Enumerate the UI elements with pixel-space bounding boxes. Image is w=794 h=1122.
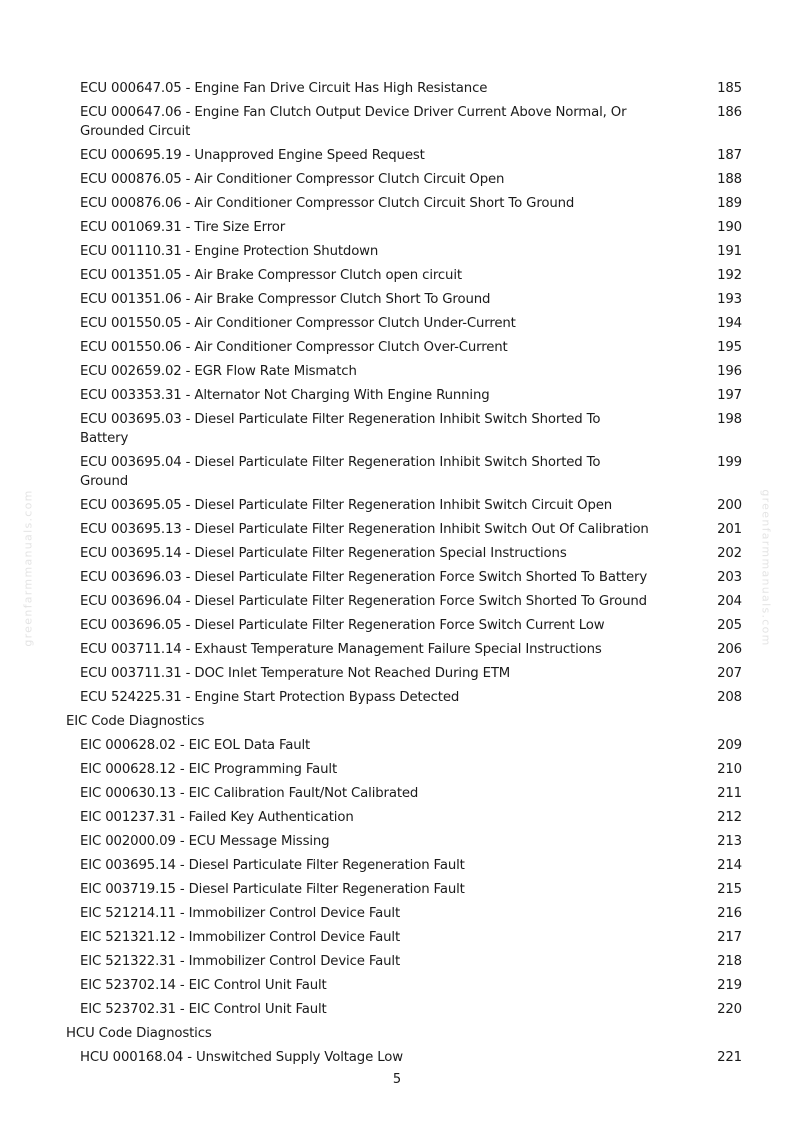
toc-entry-title: ECU 003696.03 - Diesel Particulate Filter Regeneration Force Switch Shorted To Battery: [80, 569, 648, 585]
toc-entry-title: EIC 002000.09 - ECU Message Missing: [80, 833, 330, 849]
section-heading: [66, 709, 742, 733]
toc-entry-page: 210: [717, 761, 742, 777]
toc-entry: [66, 661, 742, 685]
section-heading-title: HCU Code Diagnostics: [66, 1025, 212, 1041]
toc-entry-title: ECU 003353.31 - Alternator Not Charging With Engine Running: [80, 387, 490, 403]
watermark-right: greenfarmmanuals.com: [759, 489, 773, 647]
toc-entry: [66, 263, 742, 287]
toc-entry-title: EIC 000628.02 - EIC EOL Data Fault: [80, 737, 311, 753]
toc-entry: [66, 541, 742, 565]
toc-entry-page: 196: [717, 363, 742, 379]
toc-entry: [66, 565, 742, 589]
toc-entry-page: 206: [717, 641, 742, 657]
toc-entry: [66, 311, 742, 335]
toc-entry: [66, 733, 742, 757]
toc-entry: [66, 781, 742, 805]
toc-entry-title: ECU 003711.14 - Exhaust Temperature Management Failure Special Instructions: [80, 641, 602, 657]
toc-entry-page: 200: [717, 497, 742, 513]
toc-entry-title: ECU 003695.13 - Diesel Particulate Filter Regeneration Inhibit Switch Out Of Calibration: [80, 521, 649, 537]
toc-entry-title: EIC 523702.14 - EIC Control Unit Fault: [80, 977, 327, 993]
toc-entry: [66, 805, 742, 829]
toc-entry: [66, 215, 742, 239]
toc-entry-page: 204: [717, 593, 742, 609]
toc-entry-title: ECU 001351.05 - Air Brake Compressor Clutch open circuit: [80, 267, 462, 283]
toc-entry-title: ECU 000647.05 - Engine Fan Drive Circuit Has High Resistance: [80, 80, 488, 96]
toc-entry-page: 198: [717, 411, 742, 427]
toc-entry: [66, 517, 742, 541]
toc-entry-page: 191: [717, 243, 742, 259]
toc-entry-title: EIC 521214.11 - Immobilizer Control Device Fault: [80, 905, 401, 921]
toc-entry-title: HCU 000168.04 - Unswitched Supply Voltage Low: [80, 1049, 403, 1065]
toc-entry-page: 219: [717, 977, 742, 993]
toc-entry-page: 195: [717, 339, 742, 355]
toc-entry: [66, 685, 742, 709]
toc-entry: [66, 383, 742, 407]
toc-entry-page: 187: [717, 147, 742, 163]
toc-entry: [66, 901, 742, 925]
section-heading: [66, 1021, 742, 1045]
toc-entry: [66, 287, 742, 311]
toc-entry-page: 215: [717, 881, 742, 897]
toc-entry-page: 221: [717, 1049, 742, 1065]
toc-entry-title: ECU 003711.31 - DOC Inlet Temperature Not Reached During ETM: [80, 665, 511, 681]
toc-entry-page: 186: [717, 104, 742, 120]
toc-entry-title: ECU 003695.14 - Diesel Particulate Filter Regeneration Special Instructions: [80, 545, 567, 561]
toc-entry: [66, 143, 742, 167]
page-number: 5: [392, 1072, 402, 1087]
toc-entry-title: ECU 003696.05 - Diesel Particulate Filter Regeneration Force Switch Current Low: [80, 617, 605, 633]
toc-entry: [66, 877, 742, 901]
toc-entry-title: ECU 001550.06 - Air Conditioner Compressor Clutch Over-Current: [80, 339, 508, 355]
toc-entry-page: 207: [717, 665, 742, 681]
toc-entry-page: 211: [717, 785, 742, 801]
toc-entry: [66, 757, 742, 781]
toc-entry-title: ECU 524225.31 - Engine Start Protection Bypass Detected: [80, 689, 460, 705]
toc-entry-title: ECU 003695.04 - Diesel Particulate Filter Regeneration Inhibit Switch Shorted To Ground: [80, 454, 601, 489]
toc-entry-title: ECU 000695.19 - Unapproved Engine Speed Request: [80, 147, 425, 163]
toc-entry-title: ECU 000647.06 - Engine Fan Clutch Output Device Driver Current Above Normal, Or Grounded Circuit: [80, 104, 627, 139]
toc-entry-page: 218: [717, 953, 742, 969]
toc-entry: [66, 949, 742, 973]
toc-entry-page: 214: [717, 857, 742, 873]
toc-entry: [66, 1045, 742, 1069]
toc-entry: [66, 613, 742, 637]
toc-entry: [66, 973, 742, 997]
toc-entry-title: EIC 000628.12 - EIC Programming Fault: [80, 761, 338, 777]
toc-entry-title: ECU 003695.03 - Diesel Particulate Filter Regeneration Inhibit Switch Shorted To Battery: [80, 411, 601, 446]
toc-entry-title: ECU 001351.06 - Air Brake Compressor Clutch Short To Ground: [80, 291, 491, 307]
toc-entry-title: ECU 001069.31 - Tire Size Error: [80, 219, 286, 235]
toc-entry-page: 217: [717, 929, 742, 945]
toc-entry: [66, 167, 742, 191]
toc-entry-page: 203: [717, 569, 742, 585]
toc-entry: [66, 191, 742, 215]
toc-entry-title: EIC 523702.31 - EIC Control Unit Fault: [80, 1001, 327, 1017]
toc-entry-page: 201: [717, 521, 742, 537]
toc-entry-page: 188: [717, 171, 742, 187]
toc-entry-page: 205: [717, 617, 742, 633]
toc-entry-page: 216: [717, 905, 742, 921]
toc-entry: [66, 76, 742, 100]
toc-entry-page: 192: [717, 267, 742, 283]
table-of-contents: [66, 76, 742, 1069]
toc-entry: [66, 829, 742, 853]
toc-entry-title: ECU 001550.05 - Air Conditioner Compressor Clutch Under-Current: [80, 315, 516, 331]
toc-entry-title: ECU 000876.06 - Air Conditioner Compressor Clutch Circuit Short To Ground: [80, 195, 575, 211]
toc-entry-title: ECU 000876.05 - Air Conditioner Compressor Clutch Circuit Open: [80, 171, 505, 187]
toc-entry: [66, 853, 742, 877]
toc-entry: [66, 637, 742, 661]
toc-entry: [66, 335, 742, 359]
toc-entry-page: 209: [717, 737, 742, 753]
toc-entry-page: 220: [717, 1001, 742, 1017]
toc-entry-page: 189: [717, 195, 742, 211]
toc-entry: [66, 100, 742, 143]
toc-entry-title: EIC 003719.15 - Diesel Particulate Filter Regeneration Fault: [80, 881, 465, 897]
toc-entry: [66, 450, 742, 493]
toc-entry: [66, 239, 742, 263]
toc-entry-title: EIC 521321.12 - Immobilizer Control Device Fault: [80, 929, 401, 945]
toc-entry-title: ECU 002659.02 - EGR Flow Rate Mismatch: [80, 363, 357, 379]
toc-entry-page: 208: [717, 689, 742, 705]
toc-entry-page: 197: [717, 387, 742, 403]
toc-entry-title: EIC 000630.13 - EIC Calibration Fault/Not Calibrated: [80, 785, 419, 801]
toc-entry-title: ECU 003695.05 - Diesel Particulate Filter Regeneration Inhibit Switch Circuit Open: [80, 497, 613, 513]
toc-entry-page: 212: [717, 809, 742, 825]
toc-entry-title: EIC 521322.31 - Immobilizer Control Device Fault: [80, 953, 401, 969]
toc-entry-page: 190: [717, 219, 742, 235]
toc-entry-page: 193: [717, 291, 742, 307]
toc-entry: [66, 407, 742, 450]
toc-entry-page: 213: [717, 833, 742, 849]
toc-entry-page: 185: [717, 80, 742, 96]
toc-entry-page: 199: [717, 454, 742, 470]
toc-entry: [66, 589, 742, 613]
watermark-left: greenfarmmanuals.com: [21, 489, 35, 647]
toc-entry: [66, 997, 742, 1021]
toc-entry-title: ECU 001110.31 - Engine Protection Shutdown: [80, 243, 379, 259]
toc-entry: [66, 493, 742, 517]
toc-entry-page: 194: [717, 315, 742, 331]
toc-entry-page: 202: [717, 545, 742, 561]
toc-entry: [66, 925, 742, 949]
toc-entry-title: EIC 003695.14 - Diesel Particulate Filter Regeneration Fault: [80, 857, 465, 873]
toc-entry-title: EIC 001237.31 - Failed Key Authentication: [80, 809, 354, 825]
toc-entry-title: ECU 003696.04 - Diesel Particulate Filter Regeneration Force Switch Shorted To Ground: [80, 593, 647, 609]
toc-entry: [66, 359, 742, 383]
section-heading-title: EIC Code Diagnostics: [66, 713, 205, 729]
